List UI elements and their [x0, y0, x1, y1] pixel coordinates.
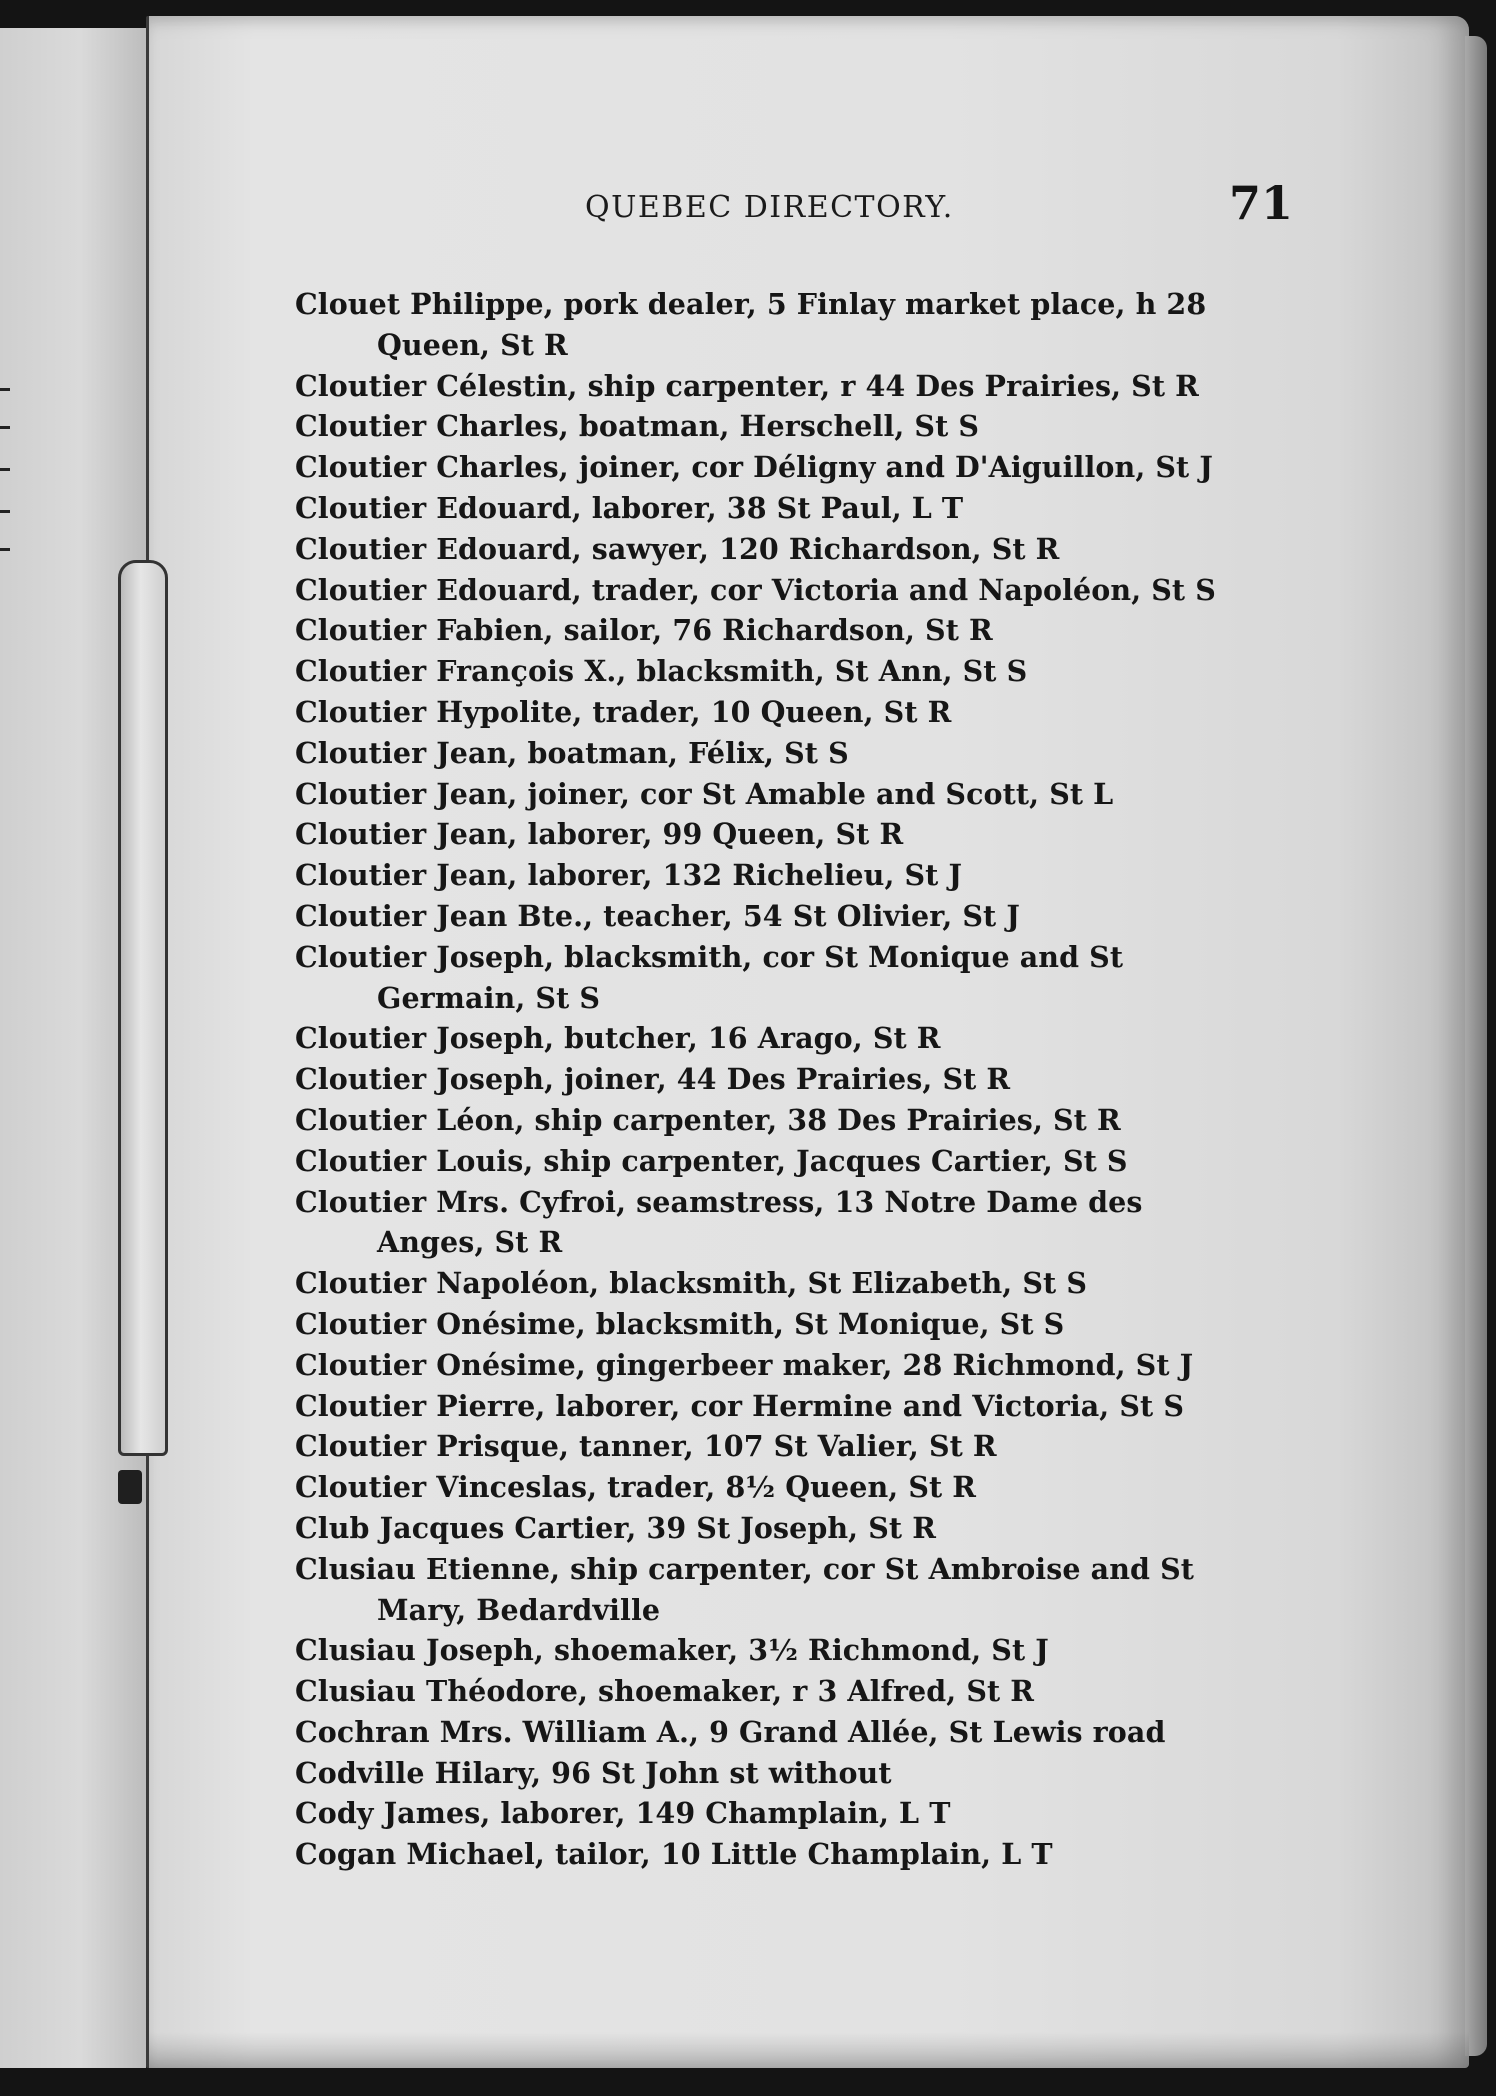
- entry-text: Cloutier Léon, ship carpenter, 38 Des Prairies, St R: [295, 1102, 1121, 1137]
- directory-entry: [295, 774, 1445, 815]
- margin-mark: [0, 388, 10, 391]
- entry-text: Cloutier Jean Bte., teacher, 54 St Olivier, St J: [295, 898, 1020, 933]
- margin-mark: [0, 468, 10, 471]
- entry-text: Cloutier Mrs. Cyfroi, seamstress, 13 Notre Dame des: [295, 1184, 1143, 1219]
- directory-entry: [295, 896, 1445, 937]
- page-edge-shadow: [1465, 36, 1487, 2056]
- entry-text: Club Jacques Cartier, 39 St Joseph, St R: [295, 1510, 936, 1545]
- entry-text: Cloutier Charles, boatman, Herschell, St S: [295, 409, 980, 444]
- directory-entry: [295, 529, 1445, 570]
- margin-mark: [0, 548, 10, 551]
- directory-entry: [295, 1508, 1445, 1549]
- margin-mark: [0, 426, 10, 429]
- directory-entry: [295, 1018, 1445, 1059]
- directory-entry: [295, 1345, 1445, 1386]
- entry-text: Clusiau Etienne, ship carpenter, cor St Ambroise and St: [295, 1551, 1195, 1586]
- entry-text: Codville Hilary, 96 St John st without: [295, 1755, 892, 1790]
- entry-text: Cloutier Fabien, sailor, 76 Richardson, St R: [295, 613, 993, 648]
- directory-entry: [295, 1671, 1445, 1712]
- directory-page: [146, 16, 1469, 2068]
- entry-text: Cloutier Onésime, blacksmith, St Monique, St S: [295, 1306, 1065, 1341]
- entry-text: Clusiau Théodore, shoemaker, r 3 Alfred, St R: [295, 1674, 1035, 1709]
- directory-entry: [295, 447, 1445, 488]
- entry-text: Cloutier François X., blacksmith, St Ann, St S: [295, 654, 1028, 689]
- page-number: 71: [1229, 176, 1294, 230]
- directory-entry: [295, 406, 1445, 447]
- entry-text: Cloutier Prisque, tanner, 107 St Valier, St R: [295, 1429, 997, 1464]
- entry-text: Cloutier Vinceslas, trader, 8½ Queen, St R: [295, 1470, 977, 1505]
- entry-continuation: Mary, Bedardville: [377, 1592, 661, 1627]
- entry-text: Cloutier Joseph, joiner, 44 Des Prairies, St R: [295, 1062, 1011, 1097]
- directory-entries: [295, 284, 1445, 1875]
- entry-text: Cloutier Joseph, butcher, 16 Arago, St R: [295, 1021, 941, 1056]
- directory-entry: [295, 284, 1445, 366]
- directory-entry: [295, 1630, 1445, 1671]
- directory-entry: [295, 814, 1445, 855]
- entry-text: Cloutier Célestin, ship carpenter, r 44 Des Prairies, St R: [295, 368, 1199, 403]
- entry-text: Cody James, laborer, 149 Champlain, L T: [295, 1796, 951, 1831]
- margin-mark: [0, 510, 10, 513]
- entry-text: Cochran Mrs. William A., 9 Grand Allée, St Lewis road: [295, 1714, 1166, 1749]
- entry-text: Cloutier Edouard, sawyer, 120 Richardson, St R: [295, 531, 1060, 566]
- directory-entry: [295, 692, 1445, 733]
- page-title: QUEBEC DIRECTORY.: [585, 190, 954, 225]
- directory-entry: [295, 366, 1445, 407]
- entry-continuation: Anges, St R: [377, 1225, 563, 1260]
- entry-text: Cloutier Louis, ship carpenter, Jacques Cartier, St S: [295, 1143, 1128, 1178]
- binding-clip: [118, 1470, 142, 1504]
- entry-text: Cloutier Jean, joiner, cor St Amable and Scott, St L: [295, 776, 1114, 811]
- directory-entry: [295, 1304, 1445, 1345]
- entry-text: Clusiau Joseph, shoemaker, 3½ Richmond, St J: [295, 1633, 1049, 1668]
- directory-entry: [295, 488, 1445, 529]
- entry-text: Cloutier Jean, laborer, 132 Richelieu, St J: [295, 858, 963, 893]
- entry-continuation: Queen, St R: [377, 327, 568, 362]
- directory-entry: [295, 1141, 1445, 1182]
- directory-entry: [295, 1549, 1445, 1631]
- directory-entry: [295, 1712, 1445, 1753]
- directory-entry: [295, 1386, 1445, 1427]
- entry-text: Cloutier Charles, joiner, cor Déligny and D'Aiguillon, St J: [295, 450, 1213, 485]
- directory-entry: [295, 937, 1445, 1019]
- entry-text: Cloutier Jean, laborer, 99 Queen, St R: [295, 817, 904, 852]
- entry-text: Cloutier Onésime, gingerbeer maker, 28 Richmond, St J: [295, 1347, 1194, 1382]
- entry-text: Cloutier Pierre, laborer, cor Hermine and Victoria, St S: [295, 1388, 1185, 1423]
- entry-text: Cloutier Edouard, trader, cor Victoria and Napoléon, St S: [295, 572, 1216, 607]
- entry-text: Cloutier Joseph, blacksmith, cor St Monique and St: [295, 939, 1124, 974]
- directory-entry: [295, 1059, 1445, 1100]
- directory-entry: [295, 1834, 1445, 1875]
- entry-text: Cloutier Napoléon, blacksmith, St Elizabeth, St S: [295, 1266, 1088, 1301]
- binding-tab: [118, 560, 168, 1456]
- entry-text: Cloutier Jean, boatman, Félix, St S: [295, 735, 849, 770]
- directory-entry: [295, 733, 1445, 774]
- directory-entry: [295, 1100, 1445, 1141]
- directory-entry: [295, 855, 1445, 896]
- directory-entry: [295, 1753, 1445, 1794]
- entry-text: Cogan Michael, tailor, 10 Little Champlain, L T: [295, 1837, 1053, 1872]
- directory-entry: [295, 570, 1445, 611]
- page-bottom-shadow: [149, 2032, 1469, 2068]
- entry-text: Cloutier Edouard, laborer, 38 St Paul, L T: [295, 490, 964, 525]
- directory-entry: [295, 1426, 1445, 1467]
- directory-entry: [295, 651, 1445, 692]
- entry-text: Clouet Philippe, pork dealer, 5 Finlay market place, h 28: [295, 287, 1207, 321]
- entry-continuation: Germain, St S: [377, 980, 601, 1015]
- running-head: [149, 176, 1294, 246]
- entry-text: Cloutier Hypolite, trader, 10 Queen, St R: [295, 694, 952, 729]
- directory-entry: [295, 1263, 1445, 1304]
- directory-entry: [295, 1182, 1445, 1264]
- directory-entry: [295, 610, 1445, 651]
- directory-entry: [295, 1467, 1445, 1508]
- directory-entry: [295, 1793, 1445, 1834]
